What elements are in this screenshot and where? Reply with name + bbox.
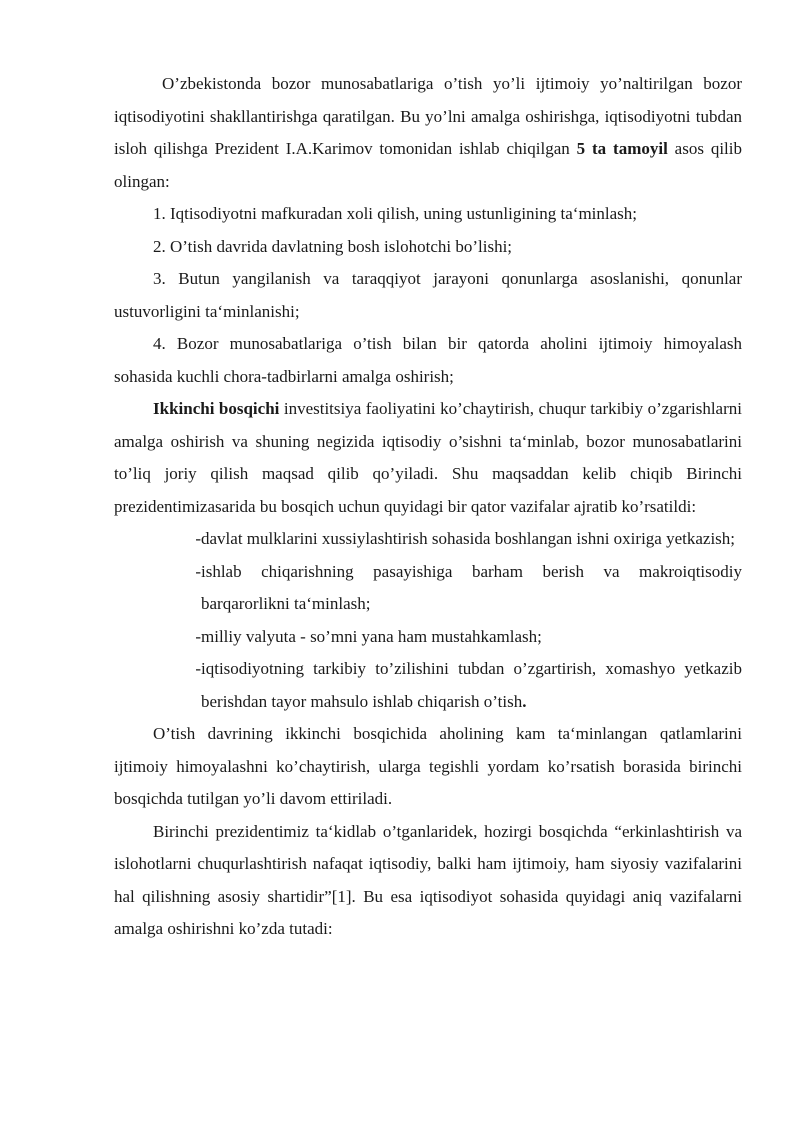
- task-text: ishlab chiqarishning pasayishiga barham berish va makroiqtisodiy barqarorlikni ta‘minlash;: [201, 561, 742, 613]
- task-text: iqtisodiyotning tarkibiy to’zilishini tubdan o’zgartirish, xomashyo yetkazib berishdan tayor mahsulo ishlab chiqarish o’tish: [201, 659, 742, 711]
- dash-marker: -: [195, 659, 201, 678]
- document-page: [114, 68, 742, 946]
- task-item: [163, 523, 742, 556]
- principle-item: 1. Iqtisodiyotni mafkuradan xoli qilish, uning ustunligining ta‘minlash;: [153, 204, 637, 223]
- quote-paragraph: Birinchi prezidentimiz ta‘kidlab o’tganlaridek, hozirgi bosqichda “erkinlashtirish va islohotlarni chuqurlashtirish nafaqat iqtisodiy, balki ham ijtimoiy, ham siyosiy vazifalarini hal qilishning asosiy shartidir”[1]. Bu esa iqtisodiyot sohasida quyidagi aniq vazifalarni amalga oshirishni ko’zda tutadi:: [114, 821, 742, 938]
- intro-text-end: asos qilib olingan:: [114, 139, 742, 191]
- social-paragraph: O’tish davrining ikkinchi bosqichida aholining kam ta‘minlangan qatlamlarini ijtimoiy himoyalashni ko’chaytirish, ularga tegishli yordam ko’rsatish borasida birinchi bosqichda tutilgan yo’li davom ettiriladi.: [114, 724, 742, 808]
- principle-item: 2. O’tish davrida davlatning bosh islohotchi bo’lishi;: [153, 236, 513, 256]
- intro-text: O’zbekistonda bozor munosabatlariga o’tish yo’li ijtimoiy yo’naltirilgan bozor iqtisodiyotini shakllantirishga qaratilgan. Bu yo’lni amalga oshirishga, iqtisodiyotni tubdan isloh qilishga Prezident I.A.Karimov tomonidan ishlab chiqilgan: [114, 74, 742, 158]
- second-stage-bold: Ikkinchi bosqichi: [153, 399, 280, 418]
- intro-bold: 5 ta tamoyil: [576, 139, 668, 158]
- task-item: [163, 653, 742, 718]
- principle-item: 3. Butun yangilanish va taraqqiyot jarayoni qonunlarga asoslanishi, qonunlar ustuvorligini ta‘minlanishi;: [114, 269, 742, 321]
- dash-marker: -: [195, 626, 201, 646]
- principle-item: 4. Bozor munosabatlariga o’tish bilan bir qatorda aholini ijtimoiy himoyalash sohasida kuchli chora-tadbirlarni amalga oshirish;: [114, 334, 742, 386]
- dash-marker: -: [195, 561, 201, 581]
- task-end-dot: .: [522, 691, 527, 711]
- second-stage-text: investitsiya faoliyatini ko’chaytirish, chuqur tarkibiy o’zgarishlarni amalga oshirish va shuning negizida iqtisodiy o’sishni ta‘minlab, bozor munosabatlarini to’liq joriy qilish maqsad qilib qo’yiladi. Shu maqsaddan kelib chiqib Birinchi prezidentimizasarida bu bosqich uchun quyidagi bir qator vazifalar ajratib ko’rsatildi:: [114, 399, 742, 516]
- task-text: davlat mulklarini xussiylashtirish sohasida boshlangan ishni oxiriga yetkazish;: [201, 529, 736, 548]
- second-stage-paragraph: [114, 393, 742, 523]
- task-item: [163, 556, 742, 621]
- task-item: [163, 621, 742, 654]
- task-text: milliy valyuta - so’mni yana ham mustahkamlash;: [201, 626, 542, 646]
- intro-paragraph: [114, 68, 742, 198]
- dash-marker: -: [195, 529, 201, 548]
